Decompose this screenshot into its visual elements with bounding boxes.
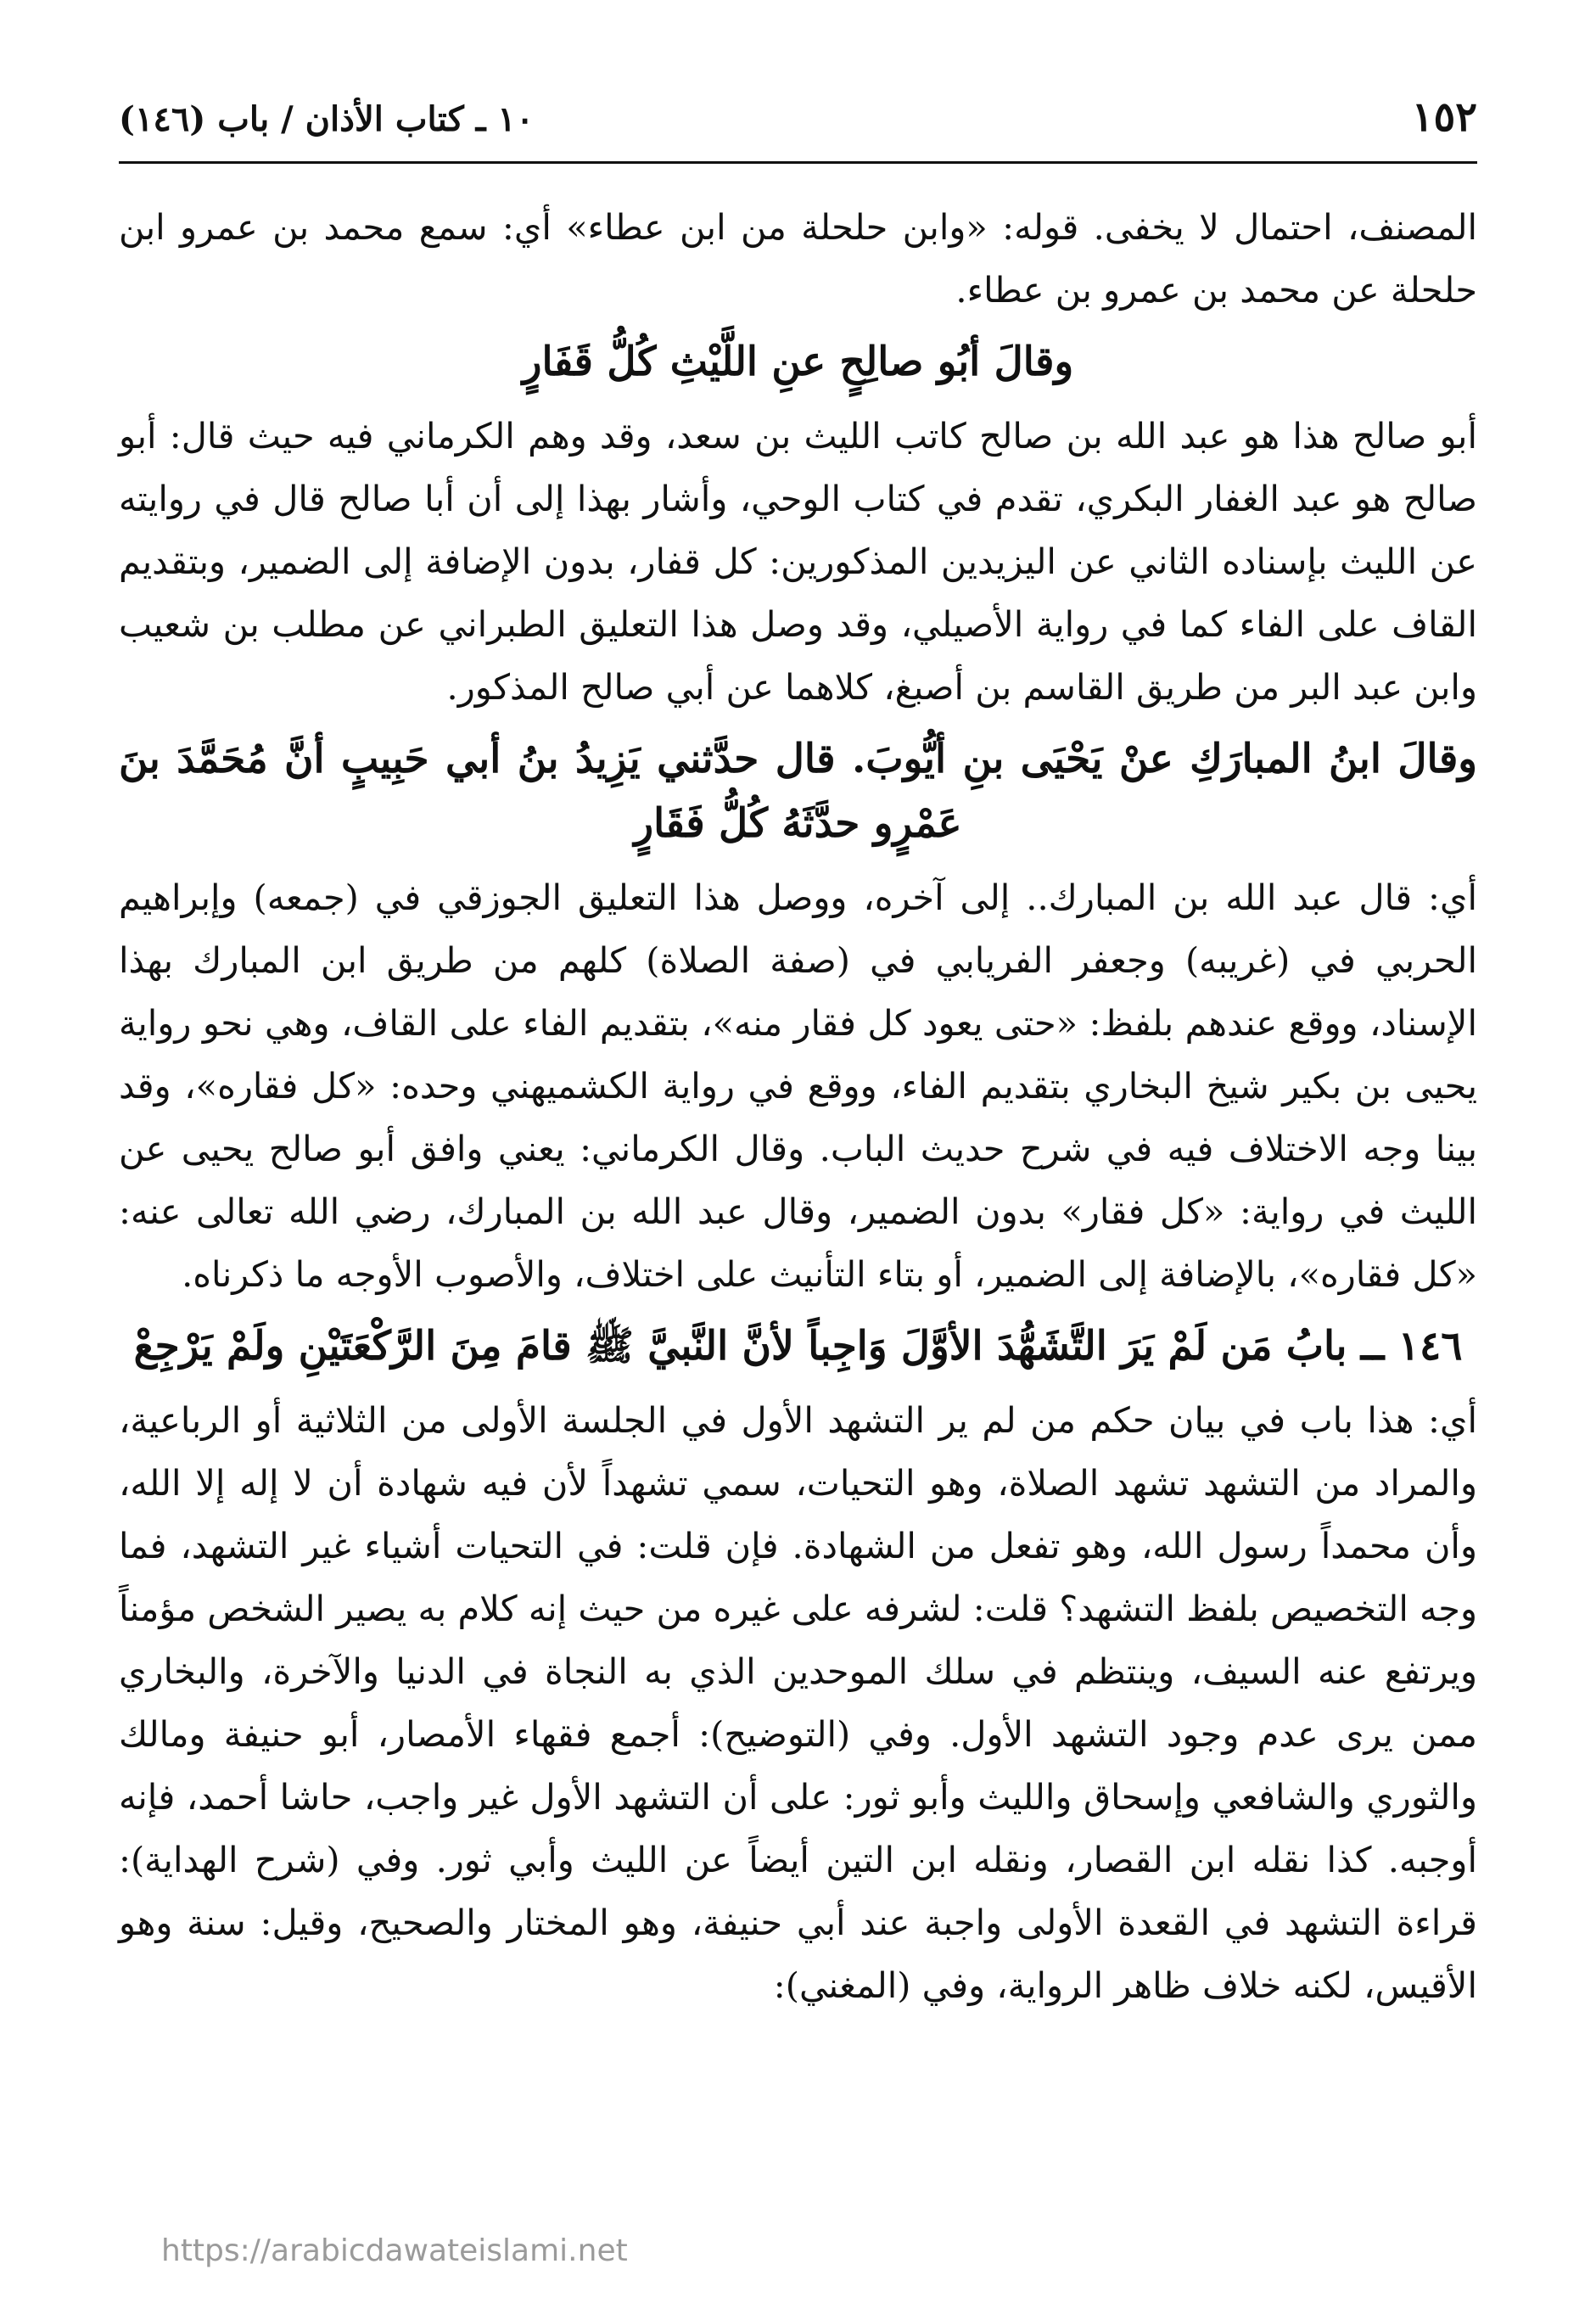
running-head: ١٠ ـ كتاب الأذان / باب (١٤٦) (119, 99, 535, 139)
watermark-url: https://arabicdawateislami.net (161, 2233, 628, 2268)
paragraph-4: أي: هذا باب في بيان حكم من لم ير التشهد الأول في الجلسة الأولى من الثلاثية أو الرباعية، والمراد من التشهد تشهد الصلاة، وهو التحيات، سمي تشهداً لأن فيه شهادة أن لا إله إلا الله، وأن محمداً رسول الله، وهو تفعل من الشهادة. فإن قلت: في التحيات أشياء غير التشهد، فما وجه التخصيص بلفظ التشهد؟ قلت: لشرفه على غيره من حيث إنه كلام به يصير الشخص مؤمناً ويرتفع عنه السيف، وينتظم في سلك الموحدين الذي به النجاة في الدنيا والآخرة، والبخاري ممن يرى عدم وجود التشهد الأول. وفي (التوضيح): أجمع فقهاء الأمصار، أبو حنيفة ومالك والثوري والشافعي وإسحاق والليث وأبو ثور: على أن التشهد الأول غير واجب، حاشا أحمد، فإنه أوجبه. كذا نقله ابن القصار، ونقله ابن التين أيضاً عن الليث وأبي ثور. وفي (شرح الهداية): قراءة التشهد في القعدة الأولى واجبة عند أبي حنيفة، وهو المختار والصحيح، وقيل: سنة وهو الأقيس، لكنه خلاف ظاهر الرواية، وفي (المغني): (119, 1399, 1477, 2006)
quoted-hadith-heading-1: وقالَ أبُو صالِحٍ عنِ اللَّيْثِ كُلُّ قَفَارٍ (522, 339, 1074, 385)
page-number: ١٥٢ (1411, 93, 1477, 141)
chapter-heading: ١٤٦ ــ بابُ مَن لَمْ يَرَ التَّشَهُّدَ الأوَّلَ وَاجِباً لأنَّ النَّبيَّ ﷺ قامَ مِنَ الرَّكْعَتَيْنِ ولَمْ يَرْجِعْ (133, 1323, 1463, 1370)
quoted-hadith-heading-2: وقالَ ابنُ المبارَكِ عنْ يَحْيَى بنِ أيُّوبَ. قال حدَّثني يَزِيدُ بنُ أبي حَبِيبٍ أنَّ مُحَمَّدَ بنَ عَمْرٍو حدَّثَهُ كُلُّ فَقَارٍ (119, 736, 1477, 847)
page-header (119, 93, 1477, 164)
paragraph-2: أبو صالح هذا هو عبد الله بن صالح كاتب الليث بن سعد، وقد وهم الكرماني فيه حيث قال: أبو صالح هو عبد الغفار البكري، تقدم في كتاب الوحي، وأشار بهذا إلى أن أبا صالح قال في روايته عن الليث بإسناده الثاني عن اليزيدين المذكورين: كل قفار، بدون الإضافة إلى الضمير، وبتقديم القاف على الفاء كما في رواية الأصيلي، وقد وصل هذا التعليق الطبراني عن مطلب بن شعيب وابن عبد البر من طريق القاسم بن أصبغ، كلاهما عن أبي صالح المذكور. (119, 415, 1477, 708)
paragraph-3: أي: قال عبد الله بن المبارك.. إلى آخره، ووصل هذا التعليق الجوزقي في (جمعه) وإبراهيم الحربي في (غريبه) وجعفر الفريابي في (صفة الصلاة) كلهم من طريق ابن المبارك بهذا الإسناد، ووقع عندهم بلفظ: «حتى يعود كل فقار منه»، بتقديم الفاء على القاف، وهي نحو رواية يحيى بن بكير شيخ البخاري بتقديم الفاء، ووقع في رواية الكشميهني وحده: «كل فقاره»، وقد بينا وجه الاختلاف فيه في شرح حديث الباب. وقال الكرماني: يعني وافق أبو صالح يحيى عن الليث في رواية: «كل فقار» بدون الضمير، وقال عبد الله بن المبارك، رضي الله تعالى عنه: «كل فقاره»، بالإضافة إلى الضمير، أو بتاء التأنيث على اختلاف، والأصوب الأوجه ما ذكرناه. (119, 877, 1477, 1295)
paragraph-1: المصنف، احتمال لا يخفى. قوله: «وابن حلحلة من ابن عطاء» أي: سمع محمد بن عمرو ابن حلحلة عن محمد بن عمرو بن عطاء. (119, 206, 1477, 311)
